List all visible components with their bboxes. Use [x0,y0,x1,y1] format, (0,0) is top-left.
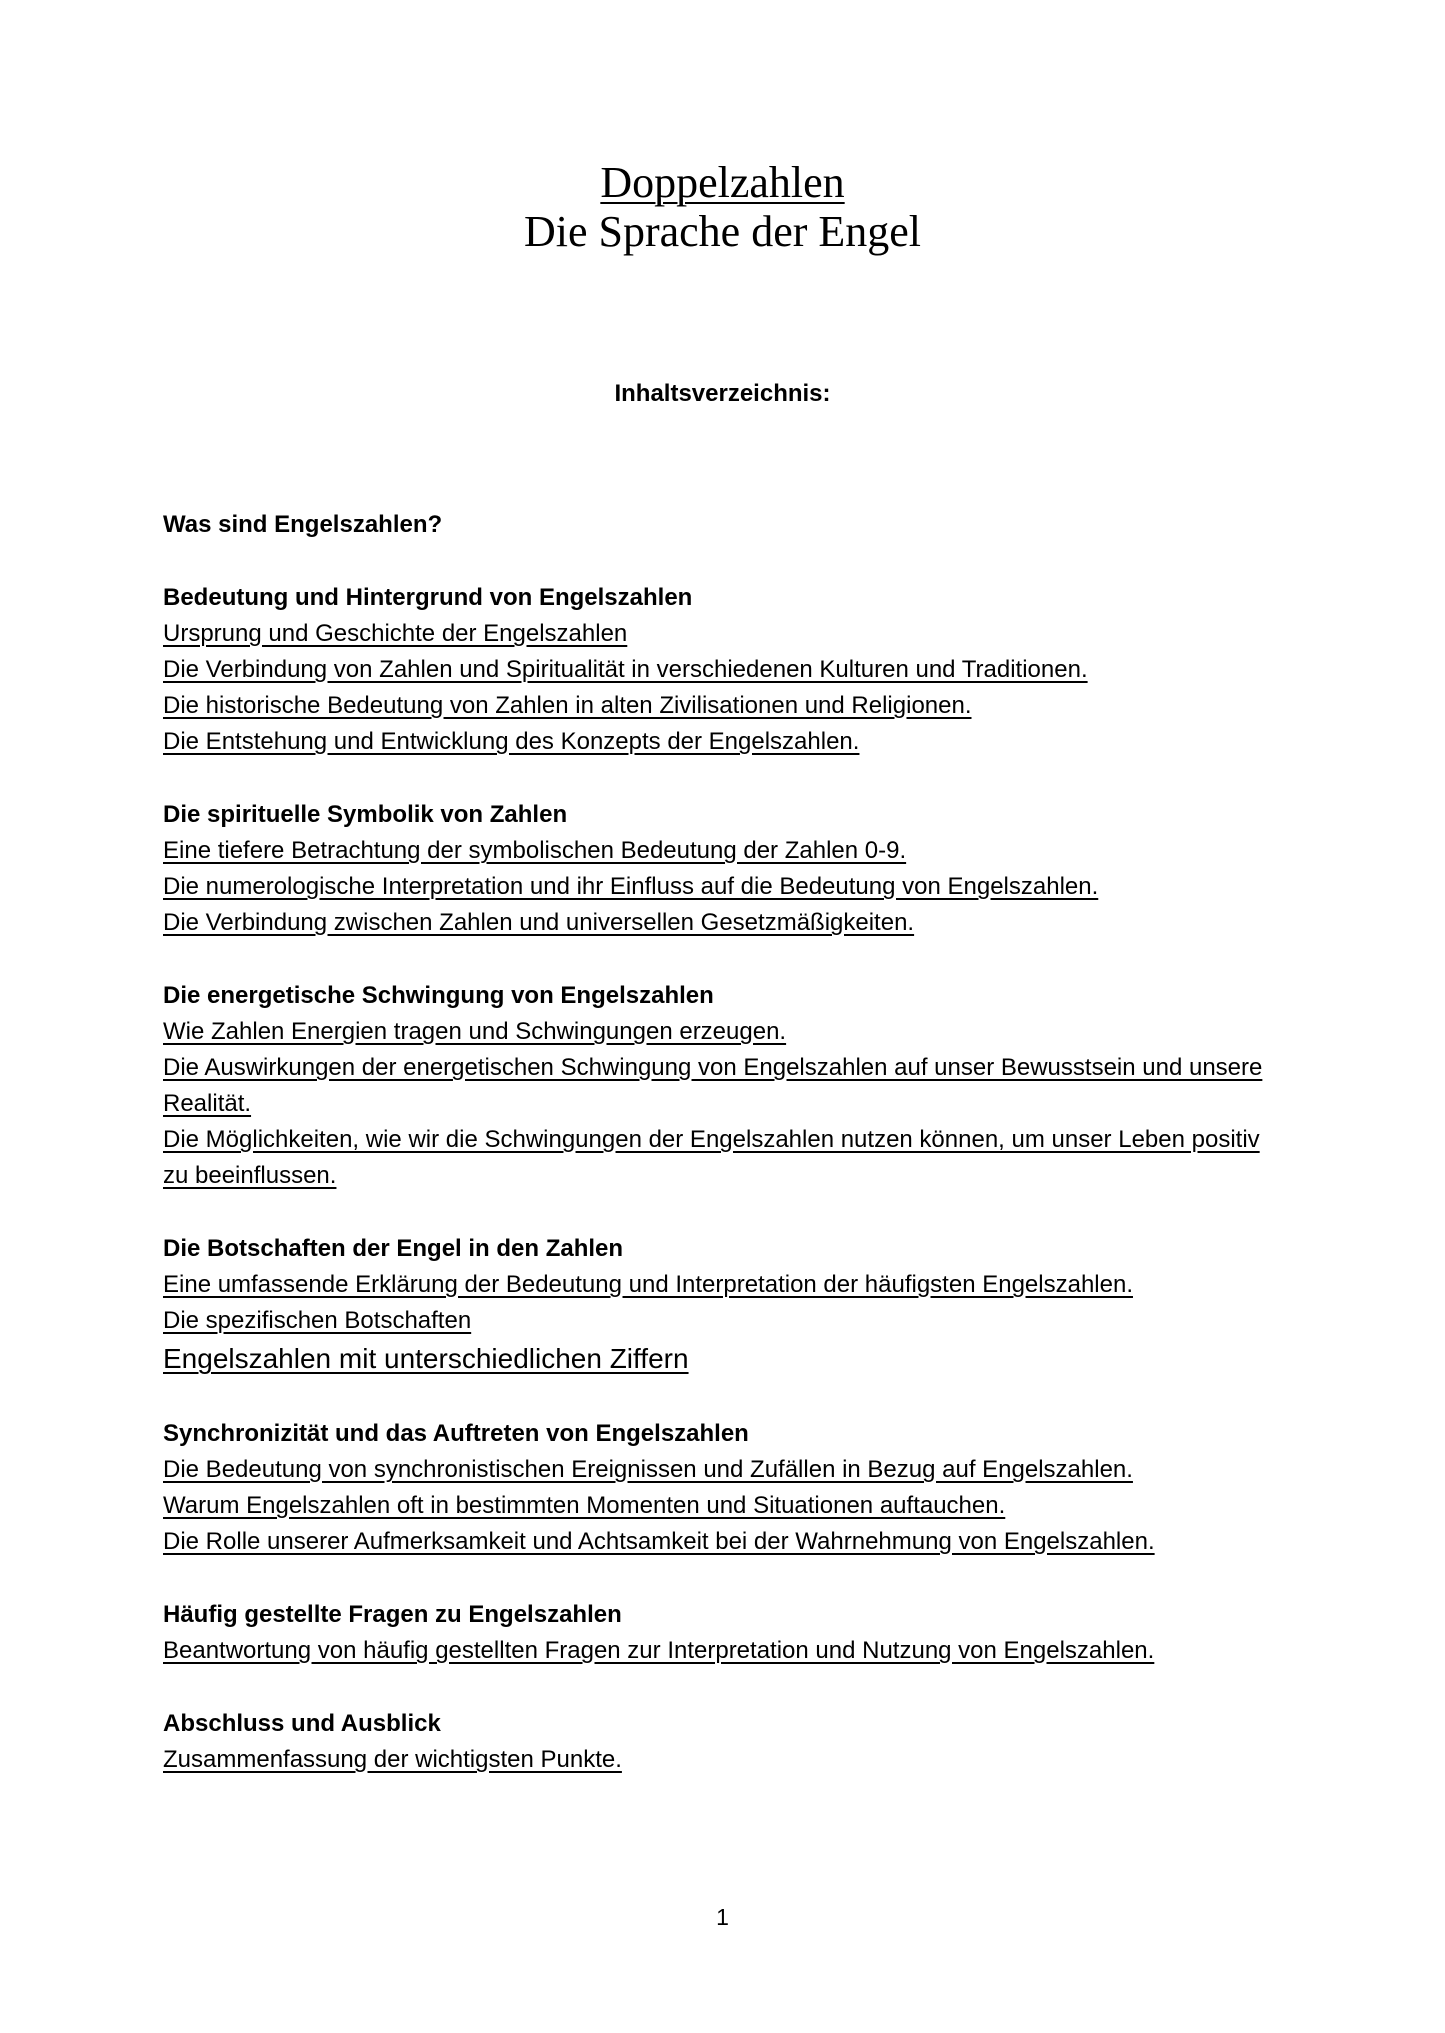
toc-item: Die numerologische Interpretation und ihr Einfluss auf die Bedeutung von Engelszahlen. [163,873,1099,900]
toc-item: Die Verbindung von Zahlen und Spiritualität in verschiedenen Kulturen und Traditionen. [163,656,1088,683]
toc-item: Die Möglichkeiten, wie wir die Schwingungen der Engelszahlen nutzen können, um unser Leben positiv zu beeinflussen. [163,1126,1260,1189]
toc-item: Die Bedeutung von synchronistischen Ereignissen und Zufällen in Bezug auf Engelszahlen. [163,1456,1133,1483]
toc-section [163,978,1283,1194]
toc-section [163,1416,1283,1560]
toc-section-heading: Synchronizität und das Auftreten von Engelszahlen [163,1420,749,1447]
toc-item: Ursprung und Geschichte der Engelszahlen [163,620,628,647]
toc-section [163,1706,1283,1778]
toc-section-heading: Was sind Engelszahlen? [163,511,443,538]
document-title [0,158,1445,256]
toc-item: Die Entstehung und Entwicklung des Konzepts der Engelszahlen. [163,728,860,755]
toc-item: Die Verbindung zwischen Zahlen und universellen Gesetzmäßigkeiten. [163,909,915,936]
toc-item: Beantwortung von häufig gestellten Fragen zur Interpretation und Nutzung von Engelszahlen. [163,1637,1155,1664]
document-title-line1: Doppelzahlen [600,158,845,207]
toc-section-heading: Die Botschaften der Engel in den Zahlen [163,1235,624,1262]
toc-section [163,1597,1283,1669]
toc-item: Warum Engelszahlen oft in bestimmten Momenten und Situationen auftauchen. [163,1492,1006,1519]
toc-item: Wie Zahlen Energien tragen und Schwingungen erzeugen. [163,1018,787,1045]
toc-item: Eine tiefere Betrachtung der symbolischen Bedeutung der Zahlen 0-9. [163,837,907,864]
page-number: 1 [716,1904,729,1930]
toc-content [163,507,1283,1778]
toc-item: Engelszahlen mit unterschiedlichen Ziffern [163,1343,689,1374]
toc-item: Die historische Bedeutung von Zahlen in alten Zivilisationen und Religionen. [163,692,972,719]
toc-item: Die spezifischen Botschaften [163,1307,472,1334]
toc-section-heading: Abschluss und Ausblick [163,1710,441,1737]
toc-section [163,1231,1283,1379]
toc-section-heading: Die energetische Schwingung von Engelszahlen [163,982,714,1009]
toc-section-heading: Die spirituelle Symbolik von Zahlen [163,801,568,828]
toc-section-heading: Bedeutung und Hintergrund von Engelszahlen [163,584,693,611]
toc-item: Eine umfassende Erklärung der Bedeutung und Interpretation der häufigsten Engelszahlen. [163,1271,1133,1298]
toc-section [163,797,1283,941]
toc-heading: Inhaltsverzeichnis: [614,380,831,407]
toc-item: Zusammenfassung der wichtigsten Punkte. [163,1746,622,1773]
toc-section [163,580,1283,760]
toc-section [163,507,1283,543]
toc-item: Die Auswirkungen der energetischen Schwingung von Engelszahlen auf unser Bewusstsein und unsere Realität. [163,1054,1263,1117]
document-title-line2: Die Sprache der Engel [523,207,922,256]
toc-section-heading: Häufig gestellte Fragen zu Engelszahlen [163,1601,622,1628]
toc-item: Die Rolle unserer Aufmerksamkeit und Achtsamkeit bei der Wahrnehmung von Engelszahlen. [163,1528,1155,1555]
